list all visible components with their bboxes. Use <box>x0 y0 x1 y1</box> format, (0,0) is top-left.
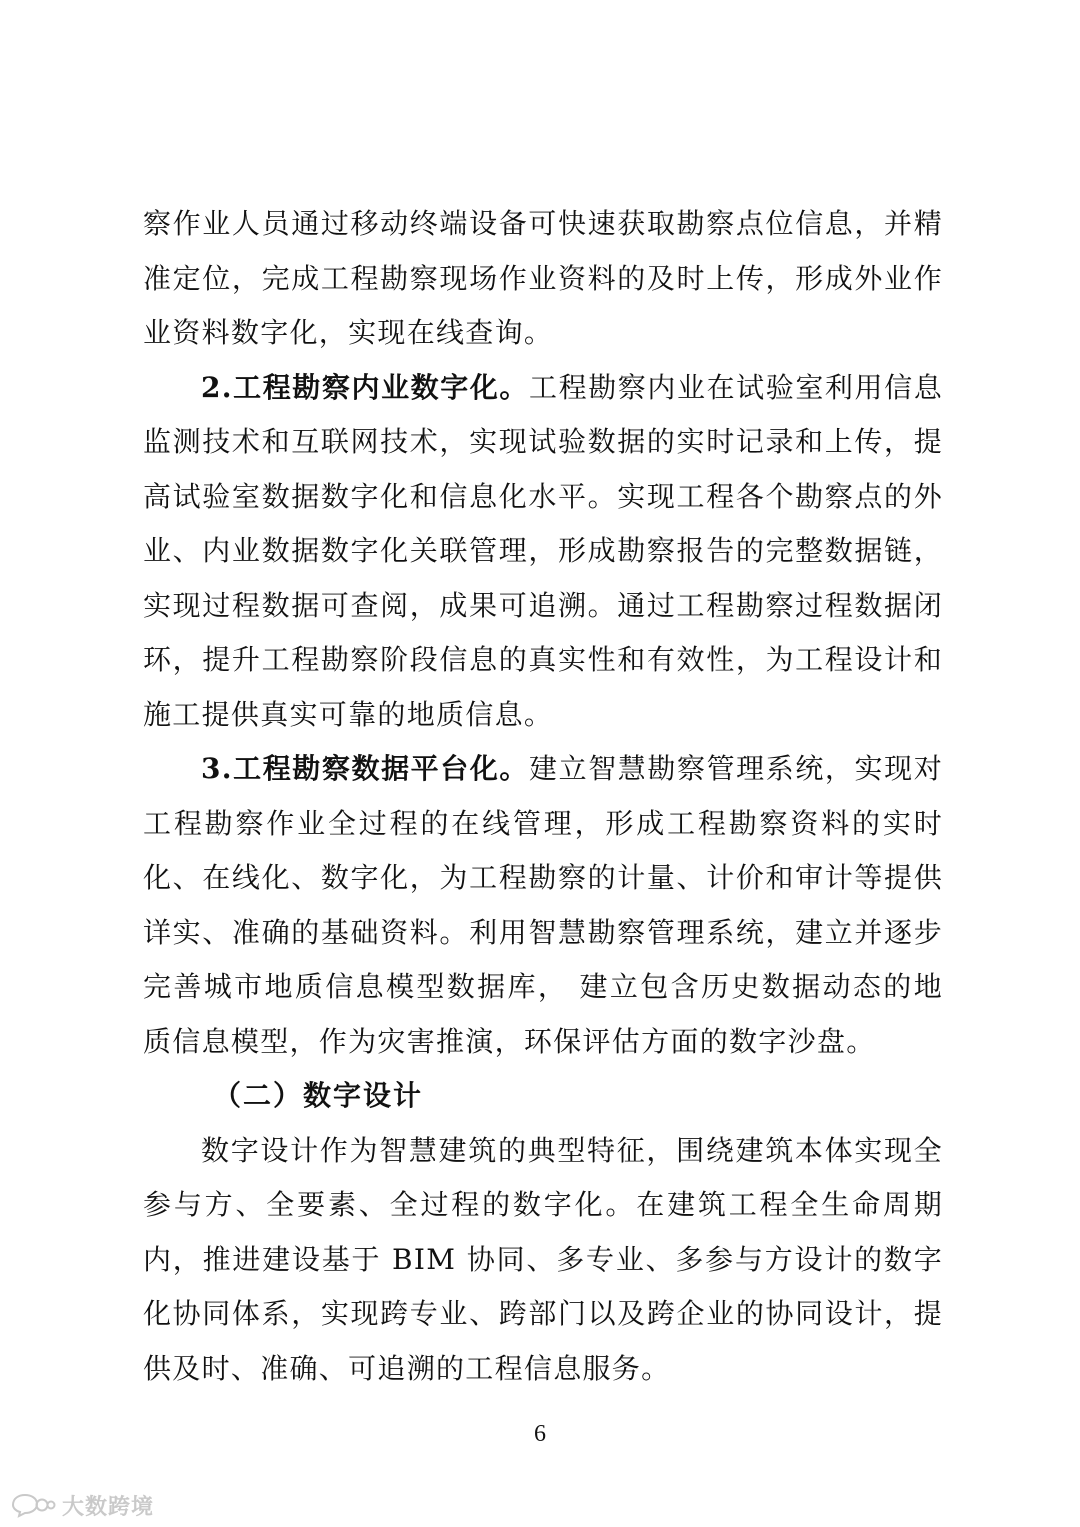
watermark-text: 大数跨境 <box>62 1494 155 1520</box>
paragraph-survey-field-continued: 察作业人员通过移动终端设备可快速获取勘察点位信息，并精准定位，完成工程勘察现场作业资料的及时上传，形成外业作业资料数字化，实现在线查询。 <box>143 207 943 349</box>
item-title-survey-indoor: 2.工程勘察内业数字化。 <box>201 370 530 404</box>
paragraph-digital-design: 数字设计作为智慧建筑的典型特征，围绕建筑本体实现全参与方、全要素、全过程的数字化。在建筑工程全生命周期内，推进建设基于 BIM 协同、多专业、多参与方设计的数字化协同体系，实现跨专业、跨部门以及跨企业的协同设计，提供及时、准确、可追溯的工程信息服务。 <box>143 1133 943 1385</box>
body-text <box>143 197 943 1396</box>
paragraph-survey-indoor <box>143 361 943 743</box>
watermark <box>10 1490 154 1520</box>
chat-bubble-logo-icon <box>10 1492 56 1518</box>
section-heading-digital-design: （二）数字设计 <box>213 1079 424 1112</box>
item-body-survey-indoor: 工程勘察内业在试验室利用信息监测技术和互联网技术，实现试验数据的实时记录和上传，提高试验室数据数字化和信息化水平。实现工程各个勘察点的外业、内业数据数字化关联管理，形成勘察报告的完整数据链，实现过程数据可查阅，成果可追溯。通过工程勘察过程数据闭环，提升工程勘察阶段信息的真实性和有效性，为工程设计和施工提供真实可靠的地质信息。 <box>143 370 943 731</box>
item-title-survey-platform: 3.工程勘察数据平台化。 <box>201 752 530 785</box>
item-body-survey-platform: 建立智慧勘察管理系统，实现对工程勘察作业全过程的在线管理，形成工程勘察资料的实时化、在线化、数字化，为工程勘察的计量、计价和审计等提供详实、准确的基础资料。利用智慧勘察管理系统，建立并逐步完善城市地质信息模型数据库， 建立包含历史数据动态的地质信息模型，作为灾害推演，环保评估方面的数字沙盘。 <box>143 752 943 1058</box>
page-number: 6 <box>534 1421 546 1447</box>
paragraph-survey-platform <box>143 742 943 1069</box>
